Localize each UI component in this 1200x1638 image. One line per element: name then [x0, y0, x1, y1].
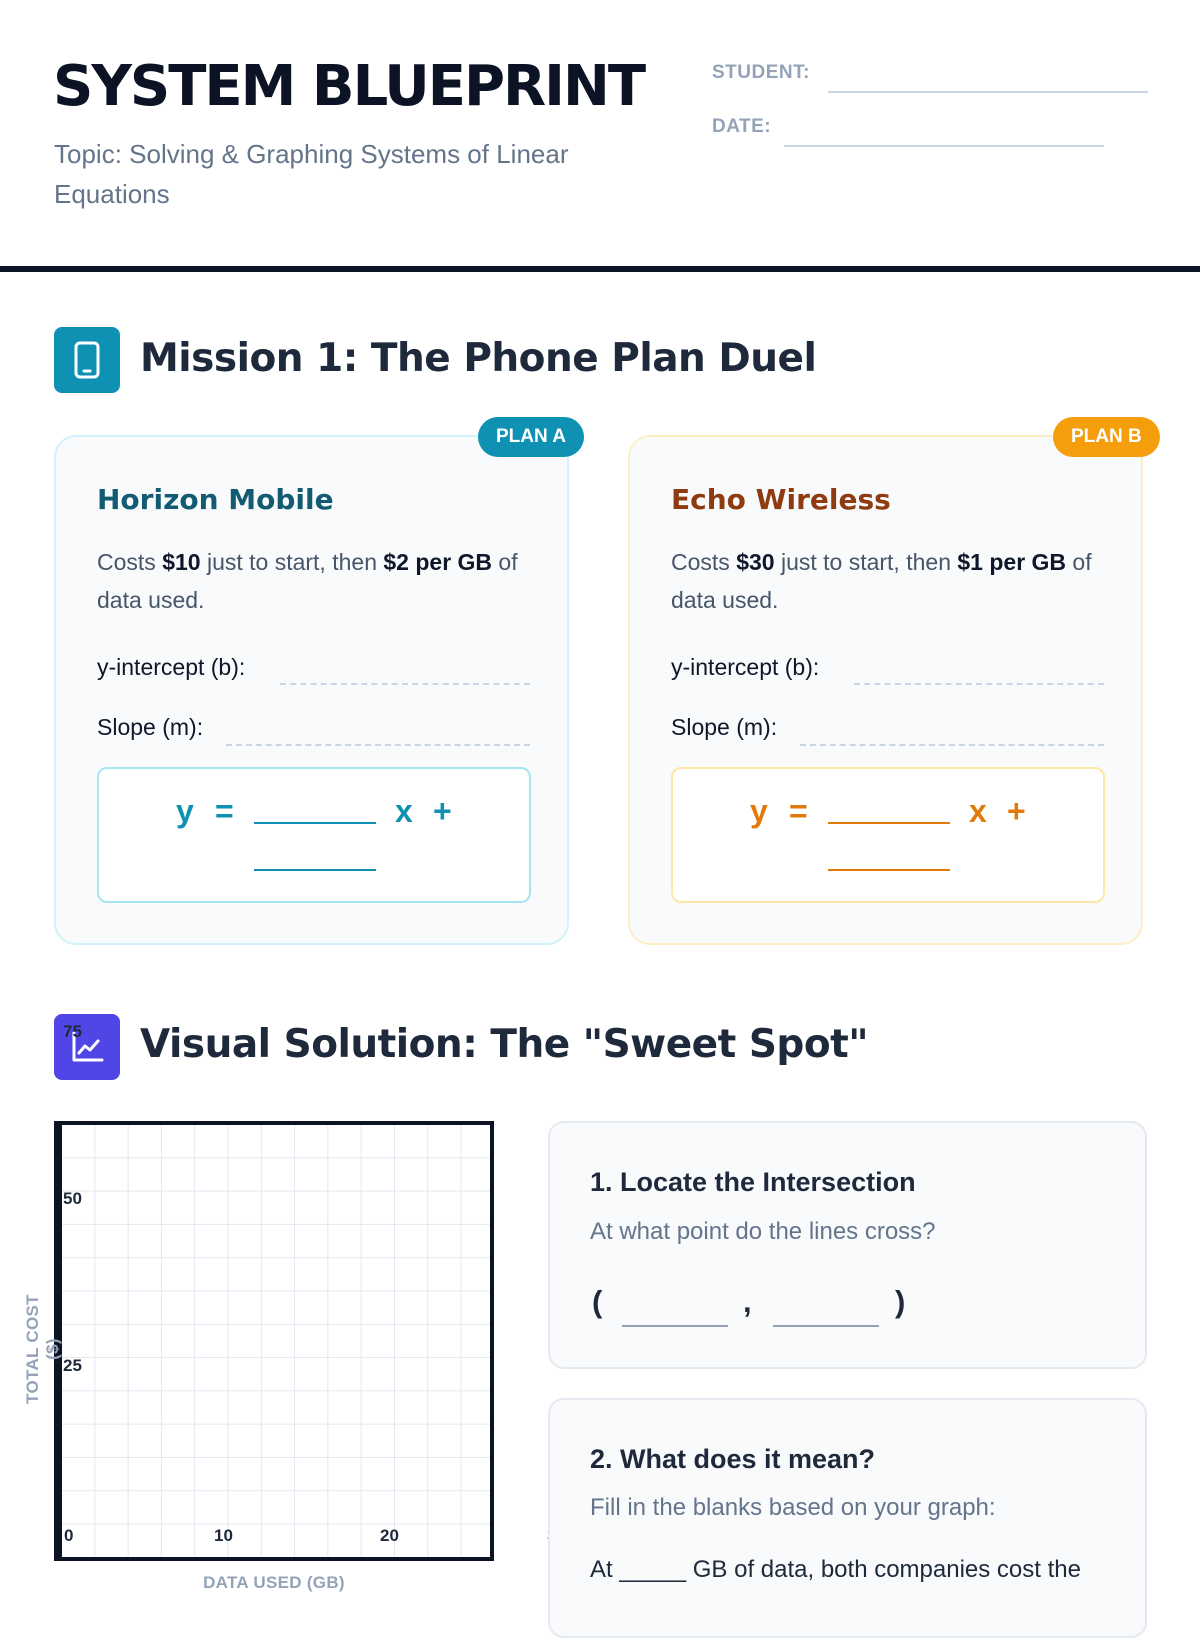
eq-x: x [969, 793, 987, 829]
plan-b-name: Echo Wireless [671, 483, 891, 516]
phone-icon [54, 327, 120, 393]
question-2-title: 2. What does it mean? [590, 1444, 876, 1474]
date-field[interactable] [784, 145, 1104, 147]
eq-y: y [750, 793, 768, 829]
plan-b-intercept-label: y-intercept (b): [671, 654, 820, 680]
plan-a-badge: PLAN A [478, 417, 584, 457]
question-2-sentence[interactable]: At _____ GB of data, both companies cost the [590, 1556, 1081, 1583]
intersection-x-field[interactable] [622, 1325, 728, 1327]
open-paren: ( [592, 1284, 603, 1319]
plan-b-badge: PLAN B [1053, 417, 1160, 457]
plan-a-intercept-blank[interactable] [254, 869, 376, 871]
eq-plus: + [433, 793, 452, 829]
plan-b-description: Costs $30 just to start, then $1 per GB of data used. [671, 549, 1092, 613]
y-axis-label: TOTAL COST ($) [23, 1294, 62, 1404]
plan-b-intercept-field[interactable] [854, 683, 1104, 685]
question-1-title: 1. Locate the Intersection [590, 1167, 916, 1197]
header-divider [0, 266, 1200, 272]
question-1-prompt: At what point do the lines cross? [590, 1218, 936, 1245]
eq-equals: = [789, 793, 808, 829]
plan-a-description: Costs $10 just to start, then $2 per GB of data used. [97, 549, 518, 613]
question-2-prompt: Fill in the blanks based on your graph: [590, 1494, 996, 1521]
intersection-y-field[interactable] [773, 1325, 879, 1327]
plan-a-intercept-label: y-intercept (b): [97, 654, 246, 680]
graph-grid[interactable] [54, 1121, 494, 1561]
plan-a-equation-box [97, 767, 531, 903]
plan-a-name: Horizon Mobile [97, 483, 334, 516]
plan-a-slope-field[interactable] [226, 744, 530, 746]
plan-b-slope-field[interactable] [800, 744, 1104, 746]
topic-subtitle: Topic: Solving & Graphing Systems of Linear Equations [54, 139, 569, 209]
y-tick-label: 50 [63, 1189, 82, 1208]
x-axis-label: DATA USED (GB) [203, 1573, 345, 1592]
plan-a-slope-blank[interactable] [254, 822, 376, 824]
plan-a-intercept-field[interactable] [280, 683, 530, 685]
plan-b-slope-blank[interactable] [828, 822, 950, 824]
plan-b-slope-label: Slope (m): [671, 714, 778, 740]
date-label: DATE: [712, 116, 772, 137]
student-label: STUDENT: [712, 62, 810, 83]
x-tick-label: 20 [380, 1526, 399, 1545]
worksheet-title: SYSTEM BLUEPRINT [53, 54, 645, 119]
eq-equals: = [215, 793, 234, 829]
y-tick-label: 75 [63, 1022, 82, 1041]
plan-a-slope-label: Slope (m): [97, 714, 204, 740]
close-paren: ) [895, 1284, 906, 1319]
origin-tick-label: 0 [64, 1526, 74, 1545]
x-tick-label: 10 [214, 1526, 233, 1545]
comma: , [743, 1284, 752, 1319]
eq-x: x [395, 793, 413, 829]
mission1-heading: Mission 1: The Phone Plan Duel [140, 336, 817, 381]
y-tick-label: 25 [63, 1356, 82, 1375]
plan-b-equation-box [671, 767, 1105, 903]
plan-b-intercept-blank[interactable] [828, 869, 950, 871]
eq-y: y [176, 793, 194, 829]
visual-solution-heading: Visual Solution: The "Sweet Spot" [140, 1022, 869, 1067]
student-name-field[interactable] [828, 91, 1148, 93]
eq-plus: + [1007, 793, 1026, 829]
